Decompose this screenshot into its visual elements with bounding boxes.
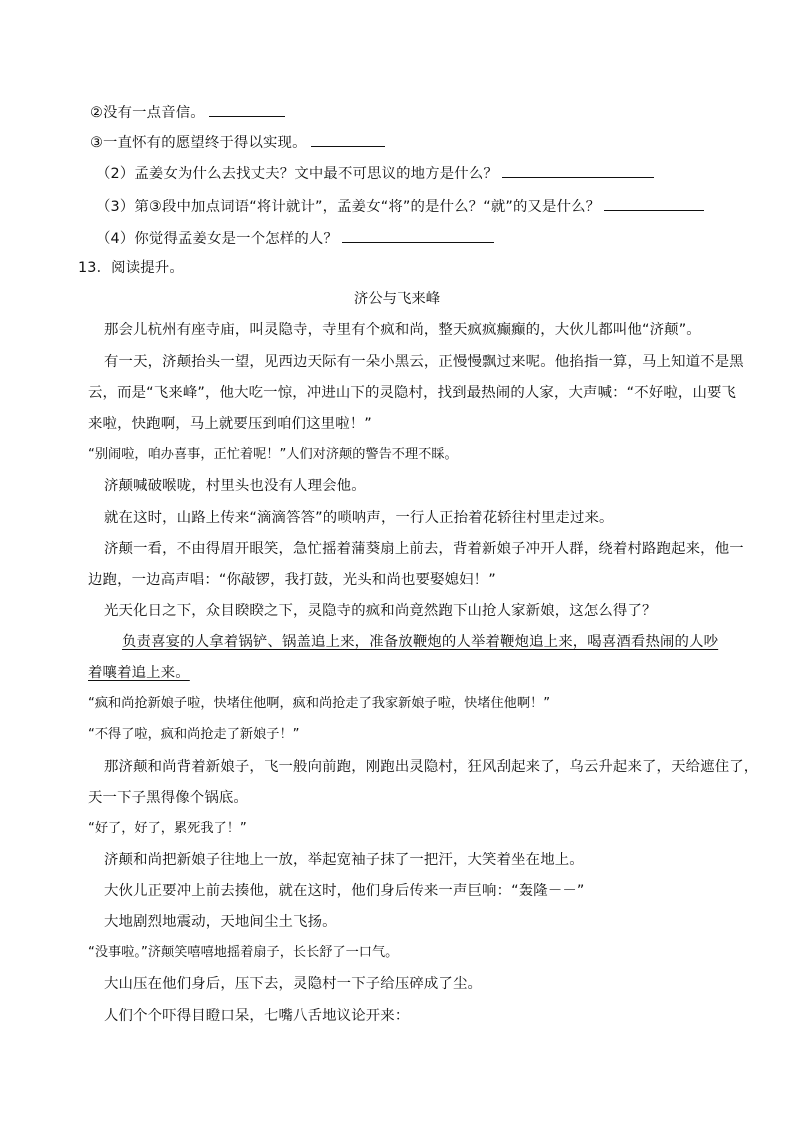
q12-sub2-text: （2）孟姜女为什么去找丈夫？文中最不可思议的地方是什么？ (96, 166, 498, 182)
paragraph-continued: 来啦，快跑啊，马上就要压到咱们这里啦！” (88, 416, 372, 432)
paragraph: 大山压在他们身后，压下去，灵隐村一下子给压碎成了尘。 (104, 976, 483, 992)
paragraph: 光天化日之下，众目睽睽之下，灵隐寺的疯和尚竟然跑下山抢人家新娘，这怎么得了？ (104, 603, 657, 619)
q12-item2 (90, 101, 285, 123)
paragraph: “疯和尚抢新娘子啦，快堵住他啊，疯和尚抢走了我家新娘子啦，快堵住他啊！” (88, 696, 551, 711)
underlined-paragraph-continued: 着嚷着追上来。 (88, 665, 190, 681)
q12-item2-text: ②没有一点音信。 (90, 105, 205, 121)
paragraph-continued: 边跑，一边高声唱：“你敲锣，我打鼓，光头和尚也要娶媳妇！” (88, 572, 496, 588)
answer-blank[interactable] (604, 195, 704, 211)
underlined-text: 负责喜宴的人拿着锅铲、锅盖追上来，准备放鞭炮的人举着鞭炮追上来，喝喜酒看热闹的人吵 (122, 634, 719, 650)
q12-item3 (90, 131, 385, 153)
passage-title: 济公与飞来峰 (353, 291, 441, 307)
paragraph: 人们个个吓得目瞪口呆，七嘴八舌地议论开来： (104, 1008, 410, 1024)
paragraph: 大地剧烈地震动，天地间尘土飞扬。 (104, 914, 337, 930)
paragraph: “没事啦。”济颠笑嘻嘻地摇着扇子，长长舒了一口气。 (88, 945, 399, 960)
q12-sub4 (96, 227, 494, 249)
answer-blank[interactable] (311, 131, 385, 147)
answer-blank[interactable] (502, 162, 654, 178)
paragraph: 济颠一看，不由得眉开眼笑，急忙摇着蒲葵扇上前去，背着新娘子冲开人群，绕着村路跑起来，他一 (104, 541, 744, 557)
paragraph: 有一天，济颠抬头一望，见西边天际有一朵小黑云，正慢慢飘过来呢。他掐指一算，马上知道不是黑 (104, 354, 744, 370)
paragraph: 济颠和尚把新娘子往地上一放，举起宽袖子抹了一把汗，大笑着坐在地上。 (104, 852, 584, 868)
answer-blank[interactable] (209, 101, 285, 117)
paragraph: “别闹啦，咱办喜事，正忙着呢！”人们对济颠的警告不理不睬。 (88, 447, 458, 462)
indent-space (88, 632, 122, 652)
paragraph-continued: 云，而是“飞来峰”，他大吃一惊，冲进山下的灵隐村，找到最热闹的人家，大声喊：“不好啦，山要飞 (88, 385, 737, 401)
q12-sub3-text: （3）第③段中加点词语“将计就计”，孟姜女“将”的是什么？“就”的又是什么？ (96, 199, 601, 215)
paragraph: 就在这时，山路上传来“滴滴答答”的唢呐声，一行人正抬着花轿往村里走过来。 (104, 510, 614, 526)
q12-item3-text: ③一直怀有的愿望终于得以实现。 (90, 135, 307, 151)
q12-sub4-text: （4）你觉得孟姜女是一个怎样的人？ (96, 231, 338, 247)
answer-blank[interactable] (342, 227, 494, 243)
q13-heading: 13．阅读提升。 (78, 260, 184, 276)
q12-sub3 (96, 195, 704, 217)
paragraph: “不得了啦，疯和尚抢走了新娘子！” (88, 727, 300, 742)
paragraph: 大伙儿正要冲上前去揍他，就在这时，他们身后传来一声巨响：“轰隆－－” (104, 883, 585, 899)
paragraph: 那会儿杭州有座寺庙，叫灵隐寺，寺里有个疯和尚，整天疯疯癫癫的，大伙儿都叫他“济颠”。 (104, 322, 701, 338)
q12-sub2 (96, 162, 654, 184)
paragraph: 济颠喊破喉咙，村里头也没有人理会他。 (104, 478, 366, 494)
paragraph-continued: 天一下子黑得像个锅底。 (88, 790, 248, 806)
underlined-paragraph (88, 632, 718, 652)
paragraph: 那济颠和尚背着新娘子，飞一般向前跑，刚跑出灵隐村，狂风刮起来了，乌云升起来了，天给遮住了， (104, 759, 759, 775)
paragraph: “好了，好了，累死我了！” (88, 821, 247, 836)
